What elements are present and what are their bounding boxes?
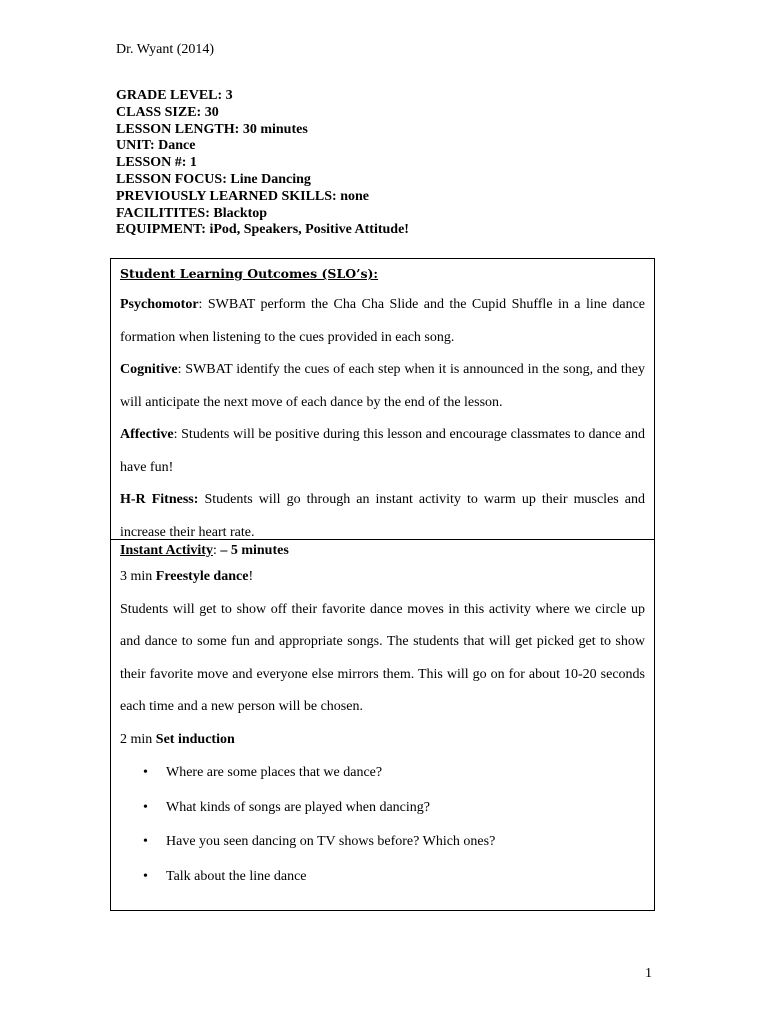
- set-induction-line: 2 min Set induction: [120, 731, 235, 747]
- bullet-icon: •: [143, 869, 148, 885]
- lesson-focus: LESSON FOCUS: Line Dancing: [116, 171, 311, 187]
- freestyle-description: Students will get to show off their favorite dance moves in this activity where we circle up and dance to some fun and appropriate songs. The students that will get picked get to show their favorite move and everyone else mirrors them. This will go on for about 10-20 seconds each time and a new person will be chosen.: [120, 601, 645, 714]
- unit: UNIT: Dance: [116, 138, 196, 154]
- lesson-length: LESSON LENGTH: 30 minutes: [116, 121, 308, 137]
- grade-level: GRADE LEVEL: 3: [116, 88, 233, 103]
- class-size: CLASS SIZE: 30: [116, 104, 219, 120]
- slo-label: Psychomotor: [120, 297, 199, 312]
- slo-affective: Affective: Students will be positive during this lesson and encourage classmates to dance and have fun!: [120, 427, 646, 475]
- lesson-number: LESSON #: 1: [116, 155, 197, 171]
- set-induction-title: Set induction: [155, 731, 235, 747]
- list-item: • Talk about the line dance: [120, 860, 645, 895]
- equipment: EQUIPMENT: iPod, Speakers, Positive Attitude!: [116, 222, 409, 238]
- list-item: • What kinds of songs are played when dancing?: [120, 791, 645, 826]
- lesson-info-block: [116, 88, 409, 239]
- instant-activity-box: [110, 539, 655, 911]
- set-induction-questions: [120, 756, 645, 895]
- slo-text: Students will go through an instant activity to warm up their muscles and increase their heart rate.: [120, 492, 646, 540]
- slo-text: SWBAT perform the Cha Cha Slide and the Cupid Shuffle in a line dance formation when listening to the cues provided in each song.: [120, 297, 646, 345]
- instant-activity-heading: Instant Activity: – 5 minutes: [120, 543, 289, 558]
- freestyle-title: Freestyle dance: [155, 569, 249, 584]
- slo-label: H-R Fitness:: [120, 492, 199, 507]
- bullet-icon: •: [143, 765, 148, 780]
- slo-label: Cognitive: [120, 362, 178, 377]
- slo-text: Students will be positive during this lesson and encourage classmates to dance and have fun!: [120, 427, 646, 475]
- slo-psychomotor: Psychomotor: SWBAT perform the Cha Cha Slide and the Cupid Shuffle in a line dance formation when listening to the cues provided in each song.: [120, 297, 646, 345]
- bullet-icon: •: [143, 799, 148, 815]
- instant-activity-duration: – 5 minutes: [220, 543, 289, 558]
- list-item: • Where are some places that we dance?: [120, 756, 645, 791]
- slo-label: Affective: [120, 427, 174, 442]
- author-year-header: Dr. Wyant (2014): [116, 42, 215, 57]
- slo-cognitive: Cognitive: SWBAT identify the cues of each step when it is announced in the song, and they will anticipate the next move of each dance by the end of the lesson.: [120, 362, 646, 410]
- slo-text: SWBAT identify the cues of each step when it is announced in the song, and they will anticipate the next move of each dance by the end of the lesson.: [120, 362, 646, 410]
- freestyle-line: 3 min Freestyle dance!: [120, 569, 254, 584]
- bullet-icon: •: [143, 834, 148, 850]
- page-number: 1: [645, 966, 652, 981]
- instant-activity-title: Instant Activity: [120, 543, 213, 558]
- slo-heading: Student Learning Outcomes (SLO’s):: [120, 266, 379, 281]
- facilities: FACILITITES: Blacktop: [116, 205, 268, 221]
- list-item: • Have you seen dancing on TV shows before? Which ones?: [120, 825, 645, 860]
- slo-box: [110, 258, 655, 540]
- previously-learned-skills: PREVIOUSLY LEARNED SKILLS: none: [116, 188, 369, 204]
